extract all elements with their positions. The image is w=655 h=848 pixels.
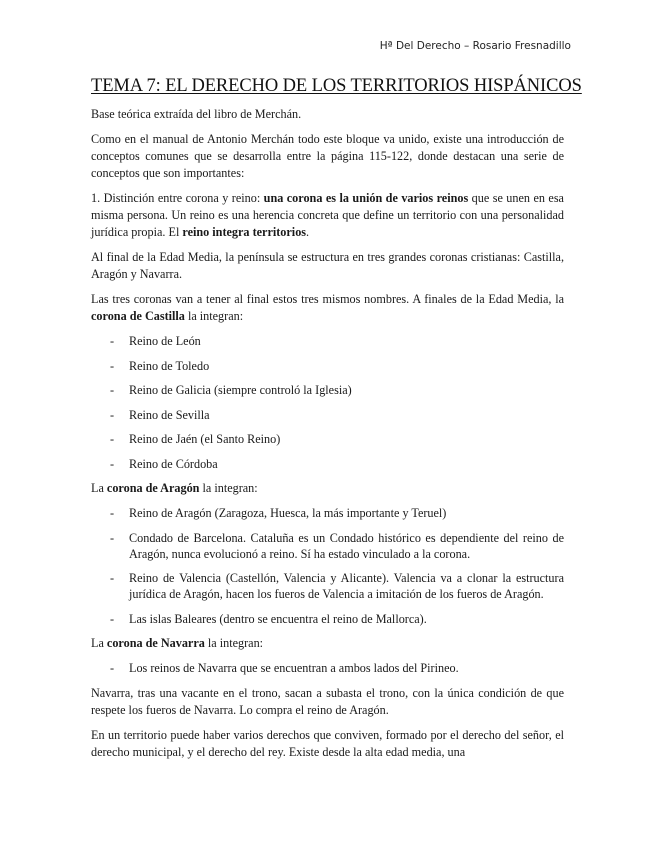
manual-paragraph: Como en el manual de Antonio Merchán todo este bloque va unido, existe una introducción de conceptos comunes que se desarrolla entre la página 115-122, donde destacan una serie de conceptos que son importantes: bbox=[91, 132, 564, 180]
list-item-text: Las islas Baleares (dentro se encuentra el reino de Mallorca). bbox=[129, 611, 427, 626]
castilla-lead: Las tres coronas van a tener al final estos tres mismos nombres. A finales de la Edad Media, la bbox=[91, 292, 564, 306]
dash-marker: - bbox=[110, 456, 115, 471]
navarra-intro-paragraph bbox=[91, 635, 564, 652]
list-item bbox=[91, 358, 564, 374]
dash-marker: - bbox=[110, 661, 115, 675]
dash-marker: - bbox=[110, 383, 115, 397]
running-header: Hª Del Derecho – Rosario Fresnadillo bbox=[379, 40, 571, 52]
aragon-end: la integran: bbox=[199, 481, 258, 495]
document-body bbox=[91, 76, 582, 769]
navarra-end: la integran: bbox=[204, 636, 264, 650]
list-item bbox=[91, 333, 564, 349]
dash-marker: - bbox=[110, 358, 115, 373]
castilla-intro-paragraph bbox=[91, 291, 564, 325]
list-item-text: Reino de Aragón (Zaragoza, Huesca, la más importante y Teruel) bbox=[129, 506, 447, 520]
list-item-text: Reino de Valencia (Castellón, Valencia y Alicante). Valencia va a clonar la estructura jurídica de Aragón, hacen los fueros de Valencia a imitación de los fueros de Aragón. bbox=[129, 571, 564, 601]
list-item bbox=[91, 407, 564, 423]
navarra-lead: La bbox=[91, 636, 107, 650]
point-one-bold-corona: una corona es la unión de varios reinos bbox=[263, 191, 469, 205]
point-one-middle: que se unen en esa misma persona. Un reino es una herencia concreta que define un territorio con una personalidad jurídica propia. El bbox=[91, 191, 564, 239]
aragon-list bbox=[91, 505, 564, 627]
castilla-bold: corona de Castilla bbox=[91, 309, 185, 323]
dash-marker: - bbox=[110, 571, 115, 585]
list-item-text: Condado de Barcelona. Cataluña es un Condado histórico es dependiente del reino de Aragón, nunca evolucionó a reino. Sí ha estado vinculado a la corona. bbox=[129, 530, 564, 561]
aragon-intro-paragraph bbox=[91, 480, 564, 497]
list-item bbox=[91, 611, 564, 627]
list-item bbox=[91, 431, 564, 447]
list-item-text: Reino de Córdoba bbox=[129, 456, 218, 471]
list-item bbox=[91, 382, 564, 398]
dash-marker: - bbox=[110, 611, 115, 626]
list-item bbox=[91, 530, 564, 562]
dash-marker: - bbox=[110, 407, 115, 422]
list-item bbox=[91, 456, 564, 472]
derechos-paragraph: En un territorio puede haber varios derechos que conviven, formado por el derecho del señor, el derecho municipal, y el derecho del rey. Existe desde la alta edad media, una bbox=[91, 727, 564, 759]
list-item-text: Reino de Toledo bbox=[129, 358, 210, 373]
navarra-list bbox=[91, 660, 564, 676]
list-item bbox=[91, 505, 564, 521]
aragon-lead: La bbox=[91, 481, 107, 495]
intro-paragraph: Base teórica extraída del libro de Merchán. bbox=[91, 107, 302, 121]
list-item bbox=[91, 570, 564, 602]
aragon-bold: corona de Aragón bbox=[106, 481, 200, 495]
list-item bbox=[91, 660, 564, 676]
list-item-text: Los reinos de Navarra que se encuentran a ambos lados del Pirineo. bbox=[129, 661, 459, 675]
point-one-lead: 1. Distinción entre corona y reino: bbox=[91, 191, 264, 205]
page-title: TEMA 7: EL DERECHO DE LOS TERRITORIOS HISPÁNICOS bbox=[91, 76, 582, 96]
castilla-end: la integran: bbox=[184, 309, 244, 323]
list-item-text: Reino de Jaén (el Santo Reino) bbox=[129, 432, 281, 446]
list-item-text: Reino de León bbox=[129, 334, 201, 348]
subasta-paragraph: Navarra, tras una vacante en el trono, sacan a subasta el trono, con la única condición de que respete los fueros de Navarra. Lo compra el reino de Aragón. bbox=[91, 685, 564, 717]
list-item-text: Reino de Galicia (siempre controló la Iglesia) bbox=[129, 383, 352, 397]
point-one-paragraph bbox=[91, 190, 564, 241]
edad-media-paragraph: Al final de la Edad Media, la península se estructura en tres grandes coronas cristianas: Castilla, Aragón y Navarra. bbox=[91, 250, 564, 281]
dash-marker: - bbox=[110, 432, 115, 446]
dash-marker: - bbox=[110, 506, 115, 520]
castilla-list bbox=[91, 333, 564, 472]
point-one-end: . bbox=[306, 225, 310, 239]
dash-marker: - bbox=[110, 334, 115, 348]
navarra-bold: corona de Navarra bbox=[106, 636, 205, 650]
dash-marker: - bbox=[110, 530, 115, 545]
list-item-text: Reino de Sevilla bbox=[129, 407, 210, 422]
point-one-bold-reino: reino integra territorios bbox=[182, 225, 307, 239]
